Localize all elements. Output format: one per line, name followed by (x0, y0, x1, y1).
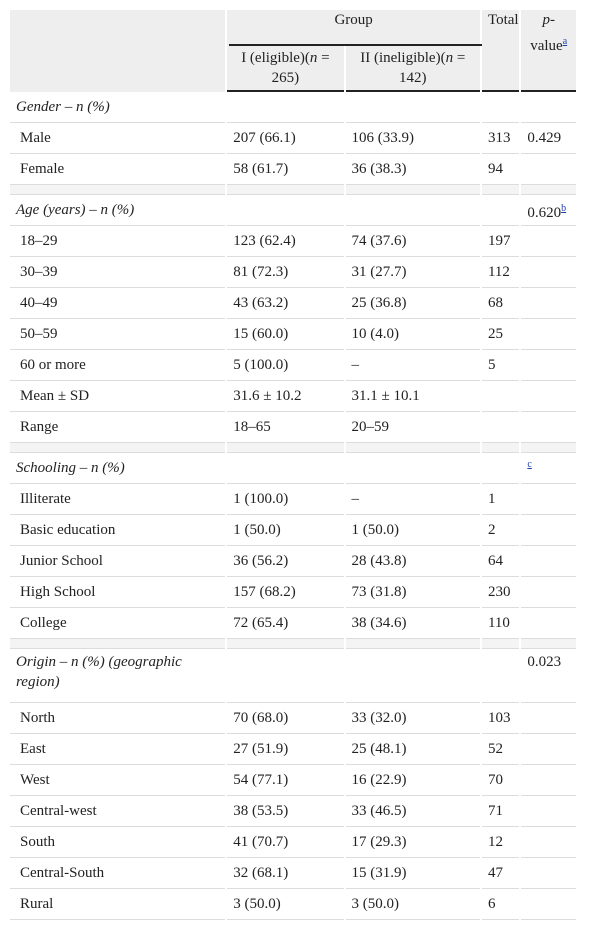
cell: 25 (48.1) (346, 734, 480, 765)
cell: 18–65 (227, 412, 343, 443)
cell: 27 (51.9) (227, 734, 343, 765)
row-label: 50–59 (10, 319, 225, 350)
table-header (10, 10, 576, 92)
cell (521, 257, 576, 288)
table-row (10, 827, 576, 858)
cell: 52 (482, 734, 519, 765)
cell (521, 827, 576, 858)
cell: 73 (31.8) (346, 577, 480, 608)
cell: 94 (482, 154, 519, 185)
cell: 31 (27.7) (346, 257, 480, 288)
table-row (10, 154, 576, 185)
cell (521, 319, 576, 350)
cell: 0.429 (521, 123, 576, 154)
cell: 110 (482, 608, 519, 639)
cell: 28 (43.8) (346, 546, 480, 577)
cell: 15 (31.9) (346, 858, 480, 889)
row-label: 60 or more (10, 350, 225, 381)
cell: 70 (68.0) (227, 703, 343, 734)
section-gender (10, 92, 576, 123)
row-label: Basic education (10, 515, 225, 546)
header-group: Group (227, 10, 480, 46)
cell: 15 (60.0) (227, 319, 343, 350)
cell: 33 (46.5) (346, 796, 480, 827)
cell: 230 (482, 577, 519, 608)
cell (521, 226, 576, 257)
cell (521, 381, 576, 412)
header-group-1: I (eligible)(n = 265) (227, 46, 343, 92)
cell (521, 515, 576, 546)
table-row (10, 484, 576, 515)
table-row (10, 319, 576, 350)
data-table-container (10, 10, 580, 920)
footnote-b-link[interactable]: b (561, 203, 567, 214)
cell: 313 (482, 123, 519, 154)
header-group-2: II (ineligible)(n = 142) (346, 46, 480, 92)
cell: 25 (482, 319, 519, 350)
row-label: Central-South (10, 858, 225, 889)
cell: 43 (63.2) (227, 288, 343, 319)
cell: 6 (482, 889, 519, 920)
cell: 103 (482, 703, 519, 734)
cell: 1 (100.0) (227, 484, 343, 515)
table-row (10, 226, 576, 257)
row-label: Female (10, 154, 225, 185)
row-label: Range (10, 412, 225, 443)
cell: 112 (482, 257, 519, 288)
cell (521, 703, 576, 734)
cell: 16 (22.9) (346, 765, 480, 796)
cell (521, 484, 576, 515)
cell (521, 608, 576, 639)
cell: – (346, 350, 480, 381)
table-row (10, 288, 576, 319)
section-label: Origin – n (%) (geographic region) (10, 649, 225, 703)
row-label: East (10, 734, 225, 765)
cell: 38 (53.5) (227, 796, 343, 827)
cell: 71 (482, 796, 519, 827)
cell: 25 (36.8) (346, 288, 480, 319)
cell (521, 796, 576, 827)
row-label: Male (10, 123, 225, 154)
row-label: West (10, 765, 225, 796)
cell (482, 412, 519, 443)
section-schooling (10, 453, 576, 484)
section-spacer (10, 639, 576, 649)
cell: 5 (100.0) (227, 350, 343, 381)
cell: 41 (70.7) (227, 827, 343, 858)
table-row (10, 608, 576, 639)
header-total: Total (482, 10, 519, 92)
demographics-table (8, 10, 578, 920)
row-label: Mean ± SD (10, 381, 225, 412)
table-row (10, 257, 576, 288)
section-pvalue: 0.023 (521, 649, 576, 703)
cell: 17 (29.3) (346, 827, 480, 858)
cell: 1 (50.0) (346, 515, 480, 546)
cell: 5 (482, 350, 519, 381)
table-row (10, 577, 576, 608)
header-pvalue: p- value$^a$ (521, 10, 576, 92)
table-row (10, 381, 576, 412)
cell (521, 858, 576, 889)
cell (521, 412, 576, 443)
table-row (10, 412, 576, 443)
section-origin (10, 649, 576, 703)
cell (521, 154, 576, 185)
table-row (10, 858, 576, 889)
cell: 2 (482, 515, 519, 546)
cell: 1 (50.0) (227, 515, 343, 546)
section-label: Age (years) – n (%) (10, 195, 225, 226)
table-row (10, 703, 576, 734)
cell: 10 (4.0) (346, 319, 480, 350)
cell: 33 (32.0) (346, 703, 480, 734)
cell: 58 (61.7) (227, 154, 343, 185)
cell (521, 288, 576, 319)
cell: 157 (68.2) (227, 577, 343, 608)
cell: 38 (34.6) (346, 608, 480, 639)
section-label: Schooling – n (%) (10, 453, 225, 484)
row-label: North (10, 703, 225, 734)
table-row (10, 734, 576, 765)
cell: 123 (62.4) (227, 226, 343, 257)
section-spacer (10, 185, 576, 195)
cell: 3 (50.0) (227, 889, 343, 920)
table-row (10, 546, 576, 577)
row-label: 30–39 (10, 257, 225, 288)
table-row (10, 123, 576, 154)
cell: 36 (56.2) (227, 546, 343, 577)
table-row (10, 765, 576, 796)
row-label: Rural (10, 889, 225, 920)
footnote-a-link[interactable]: a (562, 36, 568, 47)
row-label: South (10, 827, 225, 858)
cell (521, 734, 576, 765)
row-label: Central-west (10, 796, 225, 827)
cell (521, 577, 576, 608)
table-row (10, 796, 576, 827)
cell: 12 (482, 827, 519, 858)
cell (521, 546, 576, 577)
cell: 31.6 ± 10.2 (227, 381, 343, 412)
table-row (10, 515, 576, 546)
cell: 3 (50.0) (346, 889, 480, 920)
cell: 54 (77.1) (227, 765, 343, 796)
cell (521, 889, 576, 920)
section-label: Gender – n (%) (10, 92, 225, 123)
table-row (10, 889, 576, 920)
table-row (10, 350, 576, 381)
cell: 64 (482, 546, 519, 577)
cell: 74 (37.6) (346, 226, 480, 257)
cell: 32 (68.1) (227, 858, 343, 889)
section-spacer (10, 443, 576, 453)
footnote-c-link[interactable]: c (527, 459, 532, 470)
cell: 36 (38.3) (346, 154, 480, 185)
row-label: 40–49 (10, 288, 225, 319)
cell: 20–59 (346, 412, 480, 443)
row-label: Junior School (10, 546, 225, 577)
cell: 47 (482, 858, 519, 889)
cell: 81 (72.3) (227, 257, 343, 288)
section-pvalue (521, 453, 576, 484)
row-label: High School (10, 577, 225, 608)
cell: 72 (65.4) (227, 608, 343, 639)
section-pvalue: 0.620$^b$ (521, 195, 576, 226)
row-label: College (10, 608, 225, 639)
cell: 70 (482, 765, 519, 796)
cell (521, 350, 576, 381)
cell: 1 (482, 484, 519, 515)
header-empty-cell (10, 10, 225, 92)
row-label: 18–29 (10, 226, 225, 257)
cell (482, 381, 519, 412)
cell: 68 (482, 288, 519, 319)
cell: – (346, 484, 480, 515)
section-age (10, 195, 576, 226)
table-body (10, 92, 576, 920)
row-label: Illiterate (10, 484, 225, 515)
cell: 207 (66.1) (227, 123, 343, 154)
cell: 106 (33.9) (346, 123, 480, 154)
cell: 31.1 ± 10.1 (346, 381, 480, 412)
cell: 197 (482, 226, 519, 257)
cell (521, 765, 576, 796)
